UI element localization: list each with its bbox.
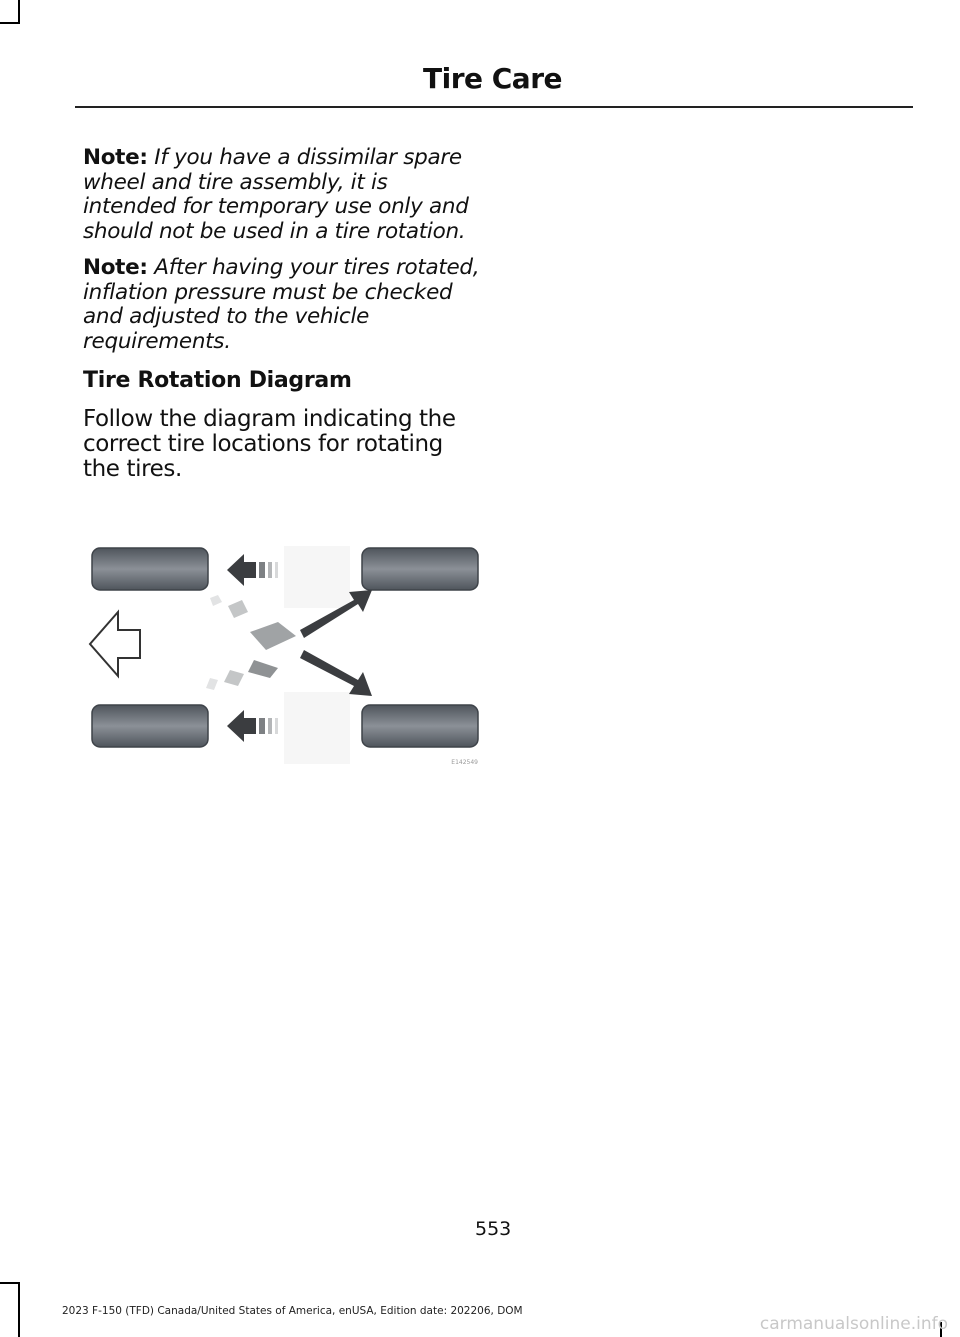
arrow-rear-to-front-top-icon	[227, 554, 278, 586]
tire-front-left	[92, 548, 208, 590]
note-inflation	[83, 256, 483, 354]
shadow-panel	[284, 546, 350, 608]
arrow-cross-to-rear-right-icon	[300, 650, 372, 696]
page-title: Tire Care	[423, 62, 562, 95]
cross-arrow-tail-icon	[206, 595, 296, 690]
diagram-image-code: E142549	[451, 759, 478, 766]
crop-mark	[18, 0, 20, 22]
note-label: Note:	[83, 145, 148, 170]
shadow-panel	[284, 692, 350, 764]
page-number: 553	[475, 1218, 512, 1240]
tire-rear-right	[362, 705, 478, 747]
watermark: carmanualsonline.info	[759, 1314, 948, 1334]
tire-rotation-diagram	[82, 540, 482, 770]
header-divider	[75, 106, 913, 108]
arrow-rear-to-front-bottom-icon	[227, 710, 278, 742]
section-body: Follow the diagram indicating the correct tire locations for rotating the tires.	[83, 406, 456, 482]
crop-mark	[0, 22, 20, 24]
note-label: Note:	[83, 255, 148, 280]
note-text: After having your tires rotated, inflation pressure must be checked and adjusted to the vehicle requirements.	[83, 255, 480, 354]
content-column	[83, 146, 483, 482]
edition-footer: 2023 F-150 (TFD) Canada/United States of America, enUSA, Edition date: 202206, DOM	[62, 1305, 523, 1317]
crop-mark	[18, 1282, 20, 1337]
tire-front-right	[92, 705, 208, 747]
crop-mark	[0, 1282, 20, 1284]
tire-rear-left	[362, 548, 478, 590]
vehicle-direction-arrow-icon	[90, 612, 140, 676]
section-heading: Tire Rotation Diagram	[83, 368, 352, 393]
note-text: If you have a dissimilar spare wheel and tire assembly, it is intended for temporary use only and should not be used in a tire rotation.	[83, 145, 469, 244]
note-spare-tire	[83, 146, 483, 244]
